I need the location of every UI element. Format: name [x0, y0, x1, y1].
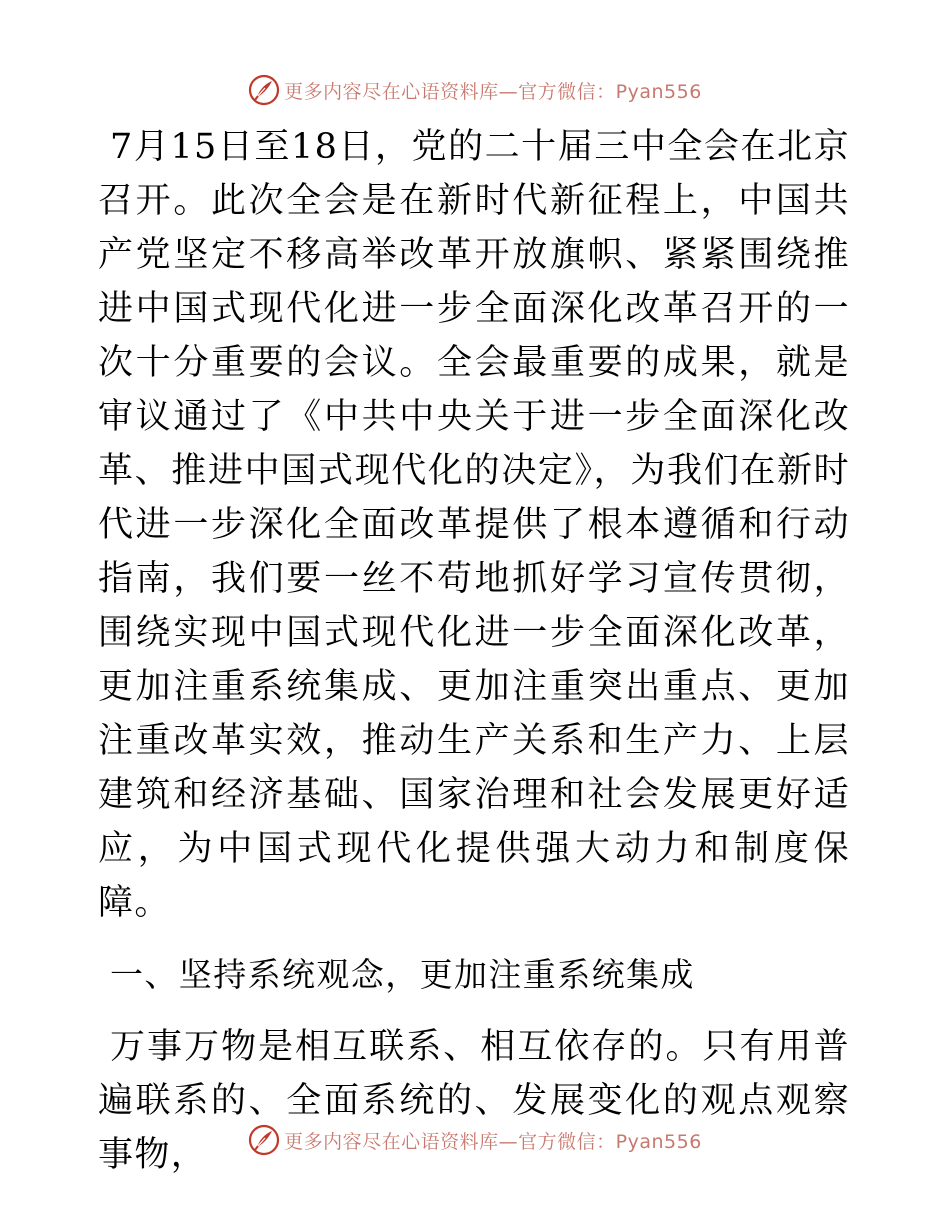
feather-pen-logo-icon: [248, 1124, 280, 1156]
paragraph-section-1: 万事万物是相互联系、相互依存的。只有用普遍联系的、全面系统的、发展变化的观点观察事物，: [98, 1027, 850, 1175]
footer-watermark-banner: [0, 1122, 950, 1158]
watermark-text: 更多内容尽在心语资料库—官方微信：Pyan556: [284, 1130, 702, 1153]
watermark-text: 更多内容尽在心语资料库—官方微信：Pyan556: [284, 80, 702, 103]
document-body: [98, 120, 850, 1182]
feather-pen-logo-icon: [248, 74, 280, 106]
section-heading: 一、坚持系统观念，更加注重系统集成: [110, 955, 695, 994]
header-watermark-banner: [0, 72, 950, 108]
paragraph-intro: 7月15日至18日，党的二十届三中全会在北京召开。此次全会是在新时代新征程上，中国共产党坚定不移高举改革开放旗帜、紧紧围绕推进中国式现代化进一步全面深化改革召开的一次十分重要的会议。全会最重要的成果，就是审议通过了《中共中央关于进一步全面深化改革、推进中国式现代化的决定》，为我们在新时代进一步深化全面改革提供了根本遵循和行动指南，我们要一丝不苟地抓好学习宣传贯彻，围绕实现中国式现代化进一步全面深化改革，更加注重系统集成、更加注重突出重点、更加注重改革实效，推动生产关系和生产力、上层建筑和经济基础、国家治理和社会发展更好适应，为中国式现代化提供强大动力和制度保障。: [98, 127, 850, 923]
